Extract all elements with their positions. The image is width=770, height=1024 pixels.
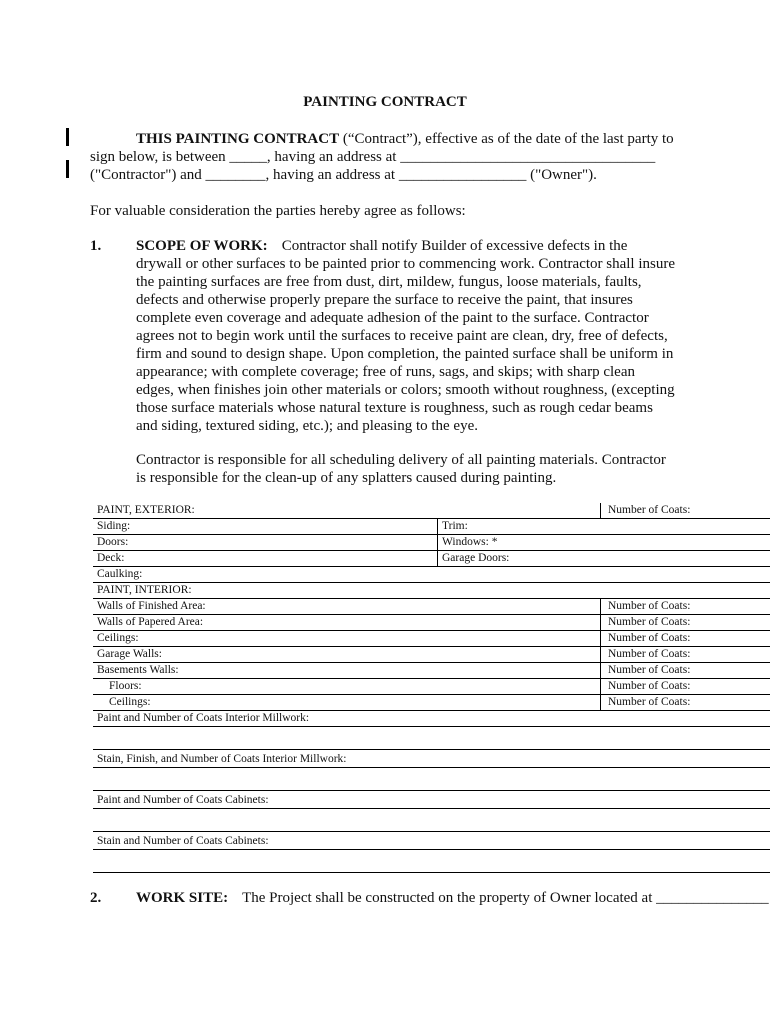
- intro-paragraph: [90, 130, 690, 184]
- section-1-line: edges, when finishes join other materials or colors; smooth without roughness, (excepting: [136, 382, 675, 398]
- section-1-body: [136, 237, 690, 487]
- table-row-millwork-stain: Stain, Finish, and Number of Coats Interior Millwork:: [93, 752, 770, 768]
- section-1-scope-of-work: [90, 237, 690, 487]
- table-row-cabinets-stain: Stain and Number of Coats Cabinets:: [93, 834, 770, 850]
- section-1-para2-line: is responsible for the clean-up of any splatters caused during painting.: [136, 470, 557, 486]
- table-row: Walls of Finished Area: Number of Coats:: [93, 599, 770, 615]
- table-row: Doors: Windows: *: [93, 535, 770, 551]
- table-row: Deck: Garage Doors:: [93, 551, 770, 567]
- section-1-line: firm and sound to design shape. Upon completion, the painted surface shall be uniform in: [136, 346, 674, 362]
- section-1-line: agrees not to begin work until the surfaces to receive paint are clean, dry, free of defects,: [136, 328, 668, 344]
- section-1-line: complete even coverage and adequate adhesion of the paint to the surface. Contractor: [136, 310, 649, 326]
- section-1-line: the painting surfaces are free from dust, dirt, mildew, fungus, loose materials, faults,: [136, 274, 642, 290]
- fill-in-line: [93, 872, 770, 873]
- section-2-body: [136, 889, 770, 907]
- intro-line-1: [90, 130, 690, 148]
- consideration-text: For valuable consideration the parties hereby agree as follows:: [90, 203, 466, 219]
- fill-in-line: [93, 749, 770, 750]
- intro-line-3: ("Contractor") and ________, having an address at _________________ ("Owner").: [90, 167, 597, 183]
- fill-in-line: [93, 831, 770, 832]
- coats-label: Number of Coats:: [600, 503, 690, 518]
- section-1-line: and siding, textured siding, etc.); and pleasing to the eye.: [136, 418, 478, 434]
- section-2-number: 2.: [90, 890, 102, 906]
- intro-line-2: sign below, is between _____, having an address at __________________________________: [90, 149, 656, 165]
- table-row: Floors: Number of Coats:: [93, 679, 770, 695]
- section-2-work-site: [90, 889, 770, 907]
- section-1-line: appearance; with complete coverage; free of runs, sags, and skips; with sharp clean: [136, 364, 635, 380]
- table-row: Siding: Trim:: [93, 519, 770, 535]
- section-1-para2-line: Contractor is responsible for all scheduling delivery of all painting materials. Contractor: [136, 452, 666, 468]
- section-2-heading: WORK SITE:: [136, 890, 229, 906]
- revision-bar: [66, 160, 69, 178]
- section-1-line: drywall or other surfaces to be painted prior to commencing work. Contractor shall insure: [136, 256, 676, 272]
- intro-line-1-rest: (“Contract”), effective as of the date of the last party to: [339, 131, 674, 147]
- table-row: Ceilings: Number of Coats:: [93, 695, 770, 711]
- table-row: Garage Walls: Number of Coats:: [93, 647, 770, 663]
- fill-in-line: [93, 790, 770, 791]
- table-row: Ceilings: Number of Coats:: [93, 631, 770, 647]
- intro-lead: THIS PAINTING CONTRACT: [136, 131, 340, 147]
- table-row: Walls of Papered Area: Number of Coats:: [93, 615, 770, 631]
- section-1-number: 1.: [90, 238, 102, 254]
- document-title: PAINTING CONTRACT: [303, 94, 467, 110]
- table-row: Basements Walls: Number of Coats:: [93, 663, 770, 679]
- section-1-line: those surface materials whose natural texture is roughness, such as rough cedar beams: [136, 400, 653, 416]
- section-2-text: The Project shall be constructed on the property of Owner located at _______________: [242, 890, 769, 906]
- table-row-caulking: Caulking:: [93, 567, 770, 583]
- table-row-exterior-header: PAINT, EXTERIOR: Number of Coats:: [93, 503, 770, 519]
- revision-bar: [66, 128, 69, 146]
- paint-specification-table: [93, 503, 770, 883]
- table-row-millwork-paint: Paint and Number of Coats Interior Millwork:: [93, 711, 770, 727]
- table-row-cabinets-paint: Paint and Number of Coats Cabinets:: [93, 793, 770, 809]
- table-row-interior-header: PAINT, INTERIOR:: [93, 583, 770, 599]
- section-1-line: SCOPE OF WORK: Contractor shall notify Builder of excessive defects in the: [136, 238, 628, 254]
- section-1-line: defects and otherwise properly prepare the surface to receive the paint, that insures: [136, 292, 633, 308]
- section-1-heading: SCOPE OF WORK:: [136, 238, 268, 254]
